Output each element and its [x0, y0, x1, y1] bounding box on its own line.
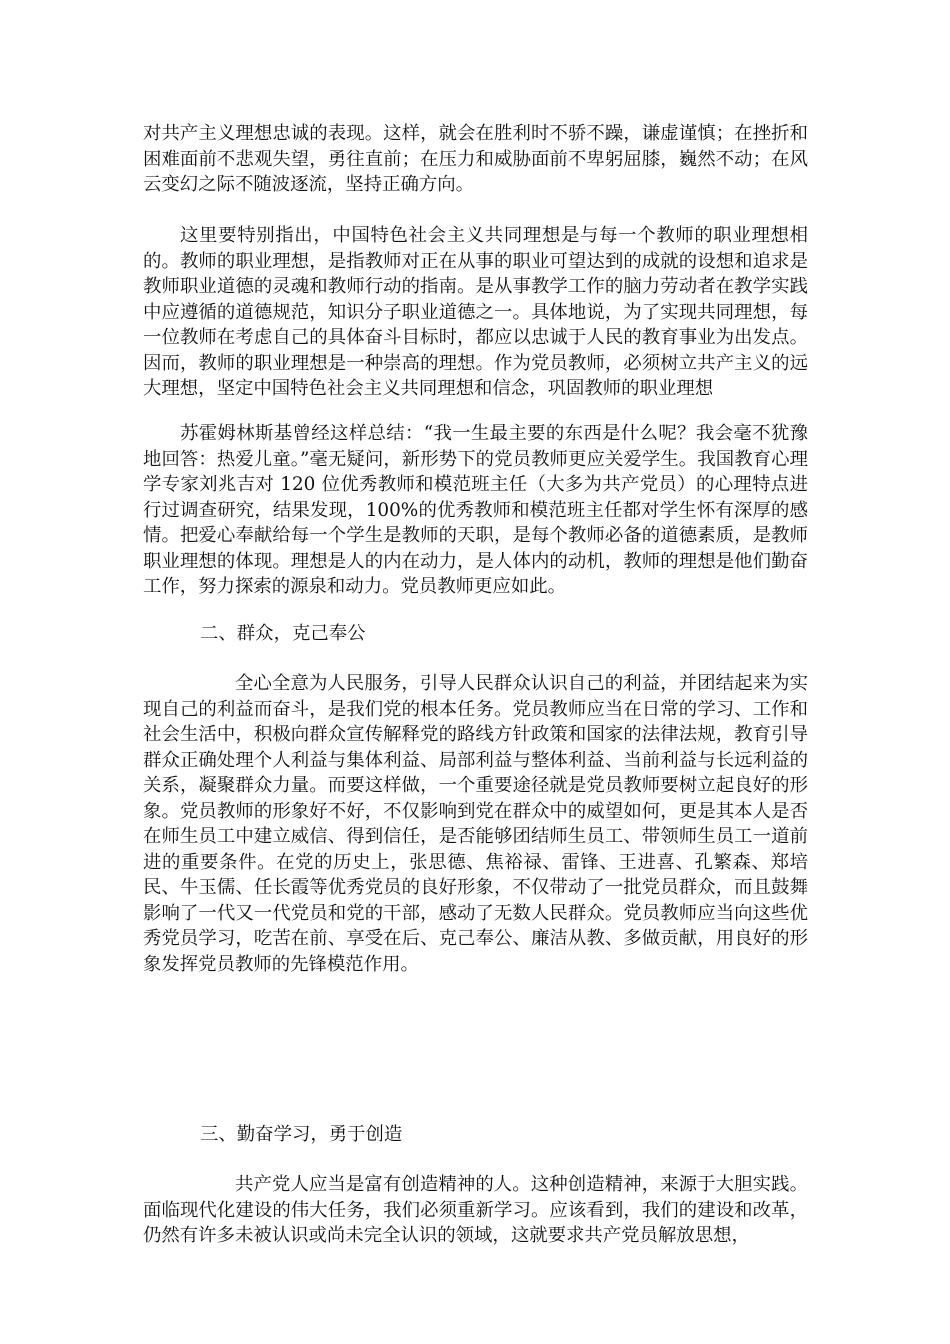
paragraph-ideal-loyalty: 对共产主义理想忠诚的表现。这样，就会在胜利时不骄不躁，谦虚谨慎；在挫折和困难面前不悲观失望，勇往直前；在压力和威胁面前不卑躬屈膝，巍然不动；在风云变幻之际不随波逐流，坚持正确方向。	[143, 123, 808, 195]
section-heading-2: 二、群众，克己奉公	[200, 623, 366, 644]
paragraph-serve-people: 全心全意为人民服务，引导人民群众认识自己的利益，并团结起来为实现自己的利益而奋斗，是我们党的根本任务。党员教师应当在日常的学习、工作和社会生活中，积极向群众宣传解释党的路线方针政策和国家的法律法规，教育引导群众正确处理个人利益与集体利益、局部利益与整体利益、当前利益与长远利益的关系，凝聚群众力量。而要这样做，一个重要途径就是党员教师要树立起良好的形象。党员教师的形象好不好，不仅影响到党在群众中的威望如何，更是其本人是否在师生员工中建立威信、得到信任，是否能够团结师生员工、带领师生员工一道前进的重要条件。在党的历史上，张思德、焦裕禄、雷锋、王进喜、孔繁森、郑培民、牛玉儒、任长霞等优秀党员的良好形象，不仅带动了一批党员群众，而且鼓舞影响了一代又一代党员和党的干部，感动了无数人民群众。党员教师应当向这些优秀党员学习，吃苦在前、享受在后、克己奉公、廉洁从教、多做贡献，用良好的形象发挥党员教师的先锋模范作用。	[143, 673, 808, 975]
paragraph-career-ideal: 这里要特别指出，中国特色社会主义共同理想是与每一个教师的职业理想相的。教师的职业理想，是指教师对正在从事的职业可望达到的成就的设想和追求是教师职业道德的灵魂和教师行动的指南。是从事教学工作的脑力劳动者在教学实践中应遵循的道德规范，知识分子职业道德之一。具体地说，为了实现共同理想，每一位教师在考虑自己的具体奋斗目标时，都应以忠诚于人民的教育事业为出发点。因而，教师的职业理想是一种崇高的理想。作为党员教师，必须树立共产主义的远大理想，坚定中国特色社会主义共同理想和信念，巩固教师的职业理想	[143, 225, 808, 399]
section-heading-3: 三、勤奋学习，勇于创造	[200, 1124, 403, 1145]
paragraph-creative-spirit: 共产党人应当是富有创造精神的人。这种创造精神，来源于大胆实践。面临现代化建设的伟大任务，我们必须重新学习。应该看到，我们的建设和改革，仍然有许多未被认识或尚未完全认识的领域，这就要求共产党员解放思想，	[143, 1174, 808, 1246]
paragraph-love-students: 苏霍姆林斯基曾经这样总结：“我一生最主要的东西是什么呢？我会毫不犹豫地回答：热爱儿童。”毫无疑问，新形势下的党员教师更应关爱学生。我国教育心理学专家刘兆吉对 120 位优秀教师和模范班主任（大多为共产党员）的心理特点进行过调查研究，结果发现，100%的优秀教师和模范班主任都对学生怀有深厚的感情。把爱心奉献给每一个学生是教师的天职，是每个教师必备的道德素质，是教师职业理想的体现。理想是人的内在动力，是人体内的动机，教师的理想是他们勤奋工作，努力探索的源泉和动力。党员教师更应如此。	[143, 423, 808, 597]
